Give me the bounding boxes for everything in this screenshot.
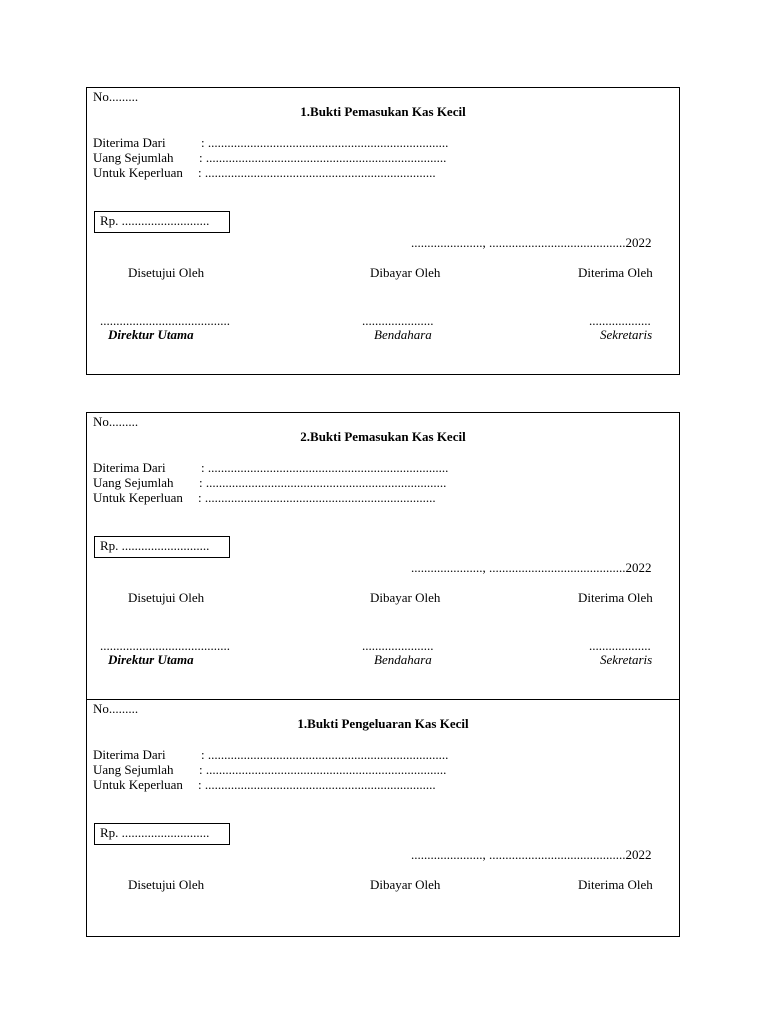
signature-line-direktur[interactable]: ........................................ [100, 638, 230, 653]
field-diterima-dari[interactable]: : .......................................................................... [201, 747, 449, 762]
signer-sekretaris: Sekretaris [600, 327, 653, 342]
form-number: No......... [93, 414, 139, 429]
label-disetujui-oleh: Disetujui Oleh [128, 265, 205, 280]
form-title: 1.Bukti Pemasukan Kas Kecil [300, 104, 466, 119]
signer-direktur-utama: Direktur Utama [108, 327, 194, 342]
field-diterima-dari[interactable]: : .......................................................................... [201, 460, 449, 475]
label-untuk-keperluan: Untuk Keperluan [93, 490, 183, 505]
signer-sekretaris: Sekretaris [600, 652, 653, 667]
label-diterima-dari: Diterima Dari [93, 460, 166, 475]
label-untuk-keperluan: Untuk Keperluan [93, 165, 183, 180]
label-dibayar-oleh: Dibayar Oleh [370, 265, 441, 280]
signature-line-bendahara[interactable]: ...................... [362, 638, 434, 653]
amount-box[interactable]: Rp. ........................... [94, 823, 230, 845]
field-uang-sejumlah[interactable]: : .......................................................................... [199, 475, 447, 490]
label-dibayar-oleh: Dibayar Oleh [370, 590, 441, 605]
label-dibayar-oleh: Dibayar Oleh [370, 877, 441, 892]
label-uang-sejumlah: Uang Sejumlah [93, 475, 174, 490]
form-number: No......... [93, 701, 139, 716]
label-uang-sejumlah: Uang Sejumlah [93, 762, 174, 777]
date-line[interactable]: ......................, ..........................................2022 [411, 235, 652, 250]
label-disetujui-oleh: Disetujui Oleh [128, 590, 205, 605]
label-untuk-keperluan: Untuk Keperluan [93, 777, 183, 792]
field-diterima-dari[interactable]: : .......................................................................... [201, 135, 449, 150]
signature-line-bendahara[interactable]: ...................... [362, 313, 434, 328]
label-diterima-dari: Diterima Dari [93, 747, 166, 762]
receipt-form-1 [86, 87, 680, 375]
field-untuk-keperluan[interactable]: : ....................................................................... [198, 777, 436, 792]
form-title: 1.Bukti Pengeluaran Kas Kecil [297, 716, 469, 731]
field-uang-sejumlah[interactable]: : .......................................................................... [199, 762, 447, 777]
label-diterima-oleh: Diterima Oleh [578, 265, 653, 280]
field-uang-sejumlah[interactable]: : .......................................................................... [199, 150, 447, 165]
signature-line-sekretaris[interactable]: ................... [589, 313, 651, 328]
amount-box[interactable]: Rp. ........................... [94, 536, 230, 558]
label-uang-sejumlah: Uang Sejumlah [93, 150, 174, 165]
field-untuk-keperluan[interactable]: : ....................................................................... [198, 165, 436, 180]
signature-line-sekretaris[interactable]: ................... [589, 638, 651, 653]
label-diterima-dari: Diterima Dari [93, 135, 166, 150]
amount-box[interactable]: Rp. ........................... [94, 211, 230, 233]
form-number: No......... [93, 89, 139, 104]
label-diterima-oleh: Diterima Oleh [578, 877, 653, 892]
field-untuk-keperluan[interactable]: : ....................................................................... [198, 490, 436, 505]
expense-form-1 [86, 699, 680, 937]
signature-line-direktur[interactable]: ........................................ [100, 313, 230, 328]
receipt-form-2 [86, 412, 680, 700]
signer-bendahara: Bendahara [374, 327, 432, 342]
date-line[interactable]: ......................, ..........................................2022 [411, 560, 652, 575]
signer-direktur-utama: Direktur Utama [108, 652, 194, 667]
label-diterima-oleh: Diterima Oleh [578, 590, 653, 605]
date-line[interactable]: ......................, ..........................................2022 [411, 847, 652, 862]
signer-bendahara: Bendahara [374, 652, 432, 667]
label-disetujui-oleh: Disetujui Oleh [128, 877, 205, 892]
form-title: 2.Bukti Pemasukan Kas Kecil [300, 429, 466, 444]
